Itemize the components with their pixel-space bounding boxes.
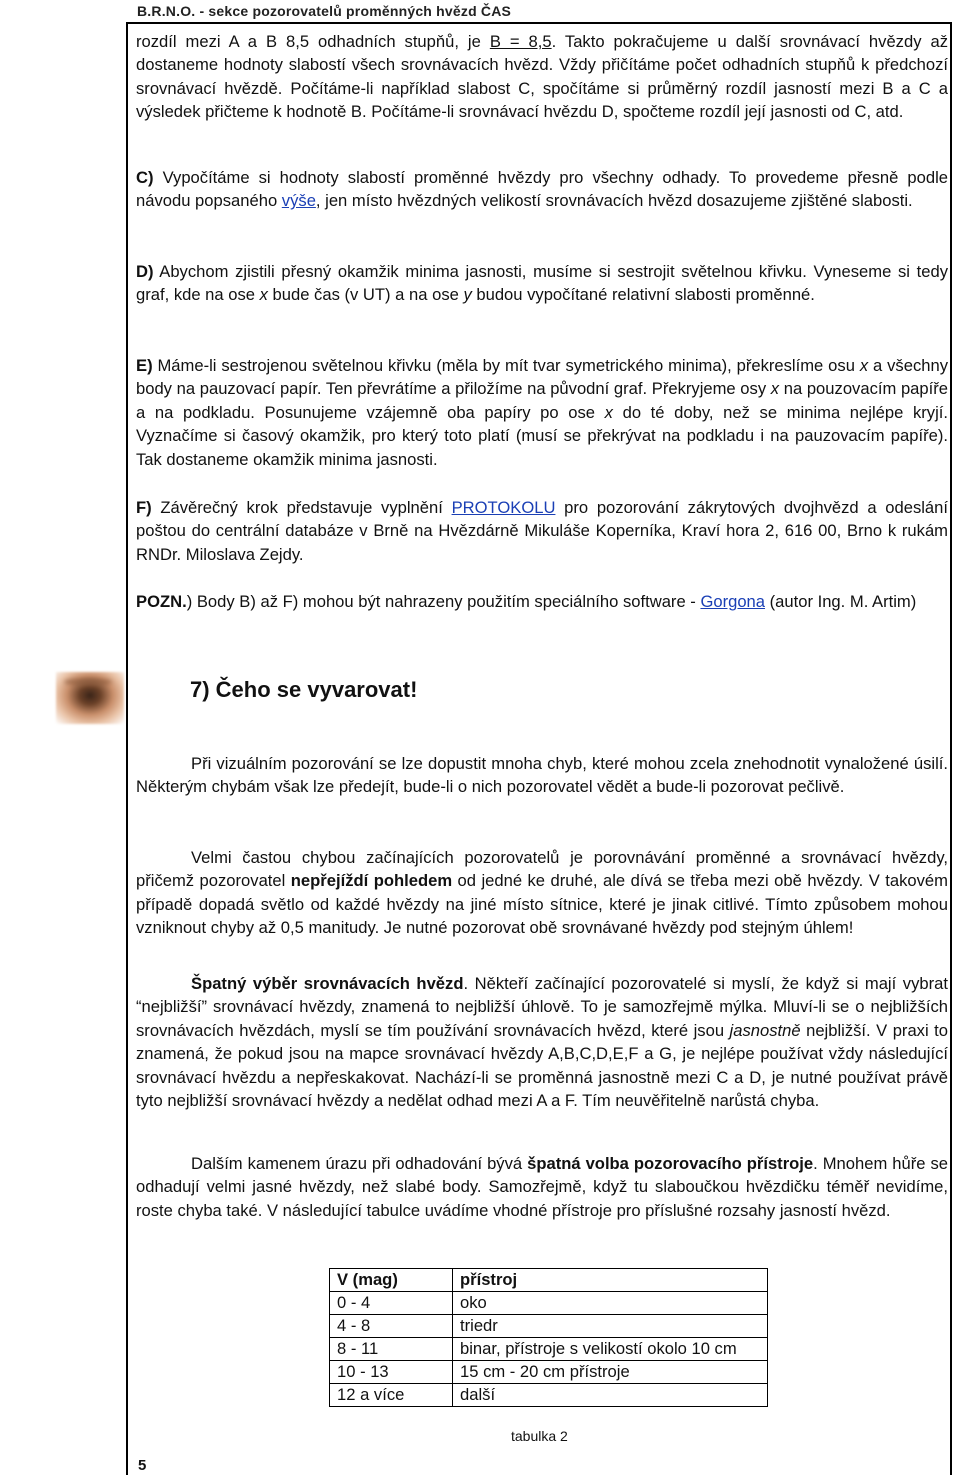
b-value: B = 8,5 [489,32,552,51]
step-f-paragraph: F) Závěrečný krok představuje vyplnění PROTOKOLU pro pozorování zákrytových dvojhvězd a odeslání poštou do centrální databáze v Brně na Hvězdárně Mikuláše Koperníka, Kraví hora 2, 616 00, Brno k rukám RNDr. Miloslava Zejdy. [136,498,948,564]
step-e-label: E) [136,356,153,375]
table-caption: tabulka 2 [511,1428,568,1444]
step-c-label: C) [136,168,154,187]
table-cell: oko [453,1292,768,1315]
column-header: V (mag) [330,1269,453,1292]
page-frame [126,22,952,1475]
step-f-label: F) [136,498,152,517]
table-header-row [330,1269,768,1292]
table-row [330,1384,768,1407]
instrument-table [329,1268,768,1407]
step-d-paragraph: D) Abychom zjistili přesný okamžik minima jasnosti, musíme si sestrojit světelnou křivku. Vyneseme si tedy graf, kde na ose x bude čas (v UT) a na ose y budou vypočítané relativní slabosti proměnné. [136,262,948,305]
table-cell: 4 - 8 [330,1315,453,1338]
protokol-link[interactable]: PROTOKOLU [451,498,556,517]
table-cell: 15 cm - 20 cm přístroje [453,1361,768,1384]
gorgona-link[interactable]: Gorgona [700,592,766,611]
table-row [330,1361,768,1384]
section-title: 7) Čeho se vyvarovat! [190,677,418,702]
table-cell: binar, přístroje s velikostí okolo 10 cm [453,1338,768,1361]
step-e-paragraph: E) Máme-li sestrojenou světelnou křivku (měla by mít tvar symetrického minima), překreslíme osu x a všechny body na pauzovací papír. Ten převrátíme a přiložíme na původní graf. Překryjeme osy x na pouzovacím papíře a na podkladu. Posunujeme vzájemně oba papíry po ose x do té doby, než se minima nejlépe kryjí. Vyznačíme si časový okamžik, pro který toto platí (musí se překrývat na podkladu i na pauzovacím papíře). Tak dostaneme okamžik minima jasnosti. [136,356,949,469]
header-band [0,0,960,22]
table-cell: 12 a více [330,1384,453,1407]
step-d-label: D) [136,262,154,281]
table-cell: triedr [453,1315,768,1338]
table-row [330,1338,768,1361]
table-cell: další [453,1384,768,1407]
table-cell: 8 - 11 [330,1338,453,1361]
paragraph-instrument: Dalším kamenem úrazu při odhadování bývá špatná volba pozorovacího přístroje. Mnohem hůře se odhadují velmi jasné hvězdy, než slabé body. Samozřejmě, když tu slaboučkou hvězdičku téměř nevidíme, roste chyba také. V následující tabulce uvádíme vhodné přístroje pro příslušné rozsahy jasností hvězd. [136,1154,948,1220]
table-cell: 0 - 4 [330,1292,453,1315]
table-row [330,1292,768,1315]
vyse-link[interactable]: výše [281,191,316,211]
running-header: B.R.N.O. - sekce pozorovatelů proměnných hvězd ČAS [137,3,512,19]
paragraph-intro-errors: Při vizuálním pozorování se lze dopustit mnoha chyb, které mohou zcela znehodnotit vynaložené úsilí. Některým chybám však lze předejít, bude-li o nich pozorovatel vědět a bude-li pozorovat pečlivě. [136,754,948,797]
pozn-label: POZN. [136,592,187,611]
table-row [330,1315,768,1338]
step-c-paragraph: C) Vypočítáme si hodnoty slabostí proměnné hvězdy pro všechny odhady. To provedeme přesně podle návodu popsaného výše, jen místo hvězdných velikostí srovnávacích hvězd dosazujeme zjištěné slabosti. [136,168,948,211]
page-number: 5 [138,1457,147,1474]
eye-brow-shade [64,678,112,686]
table-cell: 10 - 13 [330,1361,453,1384]
pozn-paragraph: POZN.) Body B) až F) mohou být nahrazeny použitím speciálního software - Gorgona (autor Ing. M. Artim) [136,592,917,611]
intro-paragraph: rozdíl mezi A a B 8,5 odhadních stupňů, je B = 8,5. Takto pokračujeme u další srovnávací hvězdy až dostaneme hodnoty slabostí všech srovnávacích hvězd. Vždy přičítáme počet odhadních stupňů k předchozí srovnávací hvězdě. Počítáme-li například slabost C, spočítáme si průměrný rozdíl jasností mezi B a C a výsledek přičteme k hodnotě B. Počítáme-li srovnávací hvězdu D, spočteme rozdíl její jasnosti od C, atd. [136,32,949,122]
paragraph-comparison-stars: Špatný výběr srovnávacích hvězd. Někteří začínající pozorovatelé si myslí, že když si mají vybrat “nejbližší” srovnávací hvězdy, znamená to nejbližší úhlově. To je samozřejmě mýlka. Mluví-li se o nejbližších srovnávacích hvězdách, myslí se tím používání srovnávacích hvězd, které jsou jasnostně nejbližší. V praxi to znamená, že pokud jsou na mapce srovnávací hvězdy A,B,C,D,E,F a G, je nejlépe používat vždy následující srovnávací hvězdu a nepřeskakovat. Nachází-li se proměnná jasnostně mezi C a D, je nutné používat právě tyto nejbližší srovnávací hvězdy a nedělat odhad mezi A a F. Tím neuvěřitelně narůstá chyba. [136,974,948,1111]
column-header: přístroj [453,1269,768,1292]
paragraph-eye-movement: Velmi častou chybou začínajících pozorovatelů je porovnávání proměnné a srovnávací hvězdy, přičemž pozorovatel nepřejíždí pohledem od jedné ke druhé, ale dívá se třeba mezi obě hvězdy. V takovém případě dopadá světlo od každé hvězdy na jiné místo sítnice, které je jinak citlivé. Tímto způsobem mohou vzniknout chyby až 0,5 manitudy. Je nutné pozorovat obě srovnávané hvězdy pod stejným úhlem! [136,848,948,938]
